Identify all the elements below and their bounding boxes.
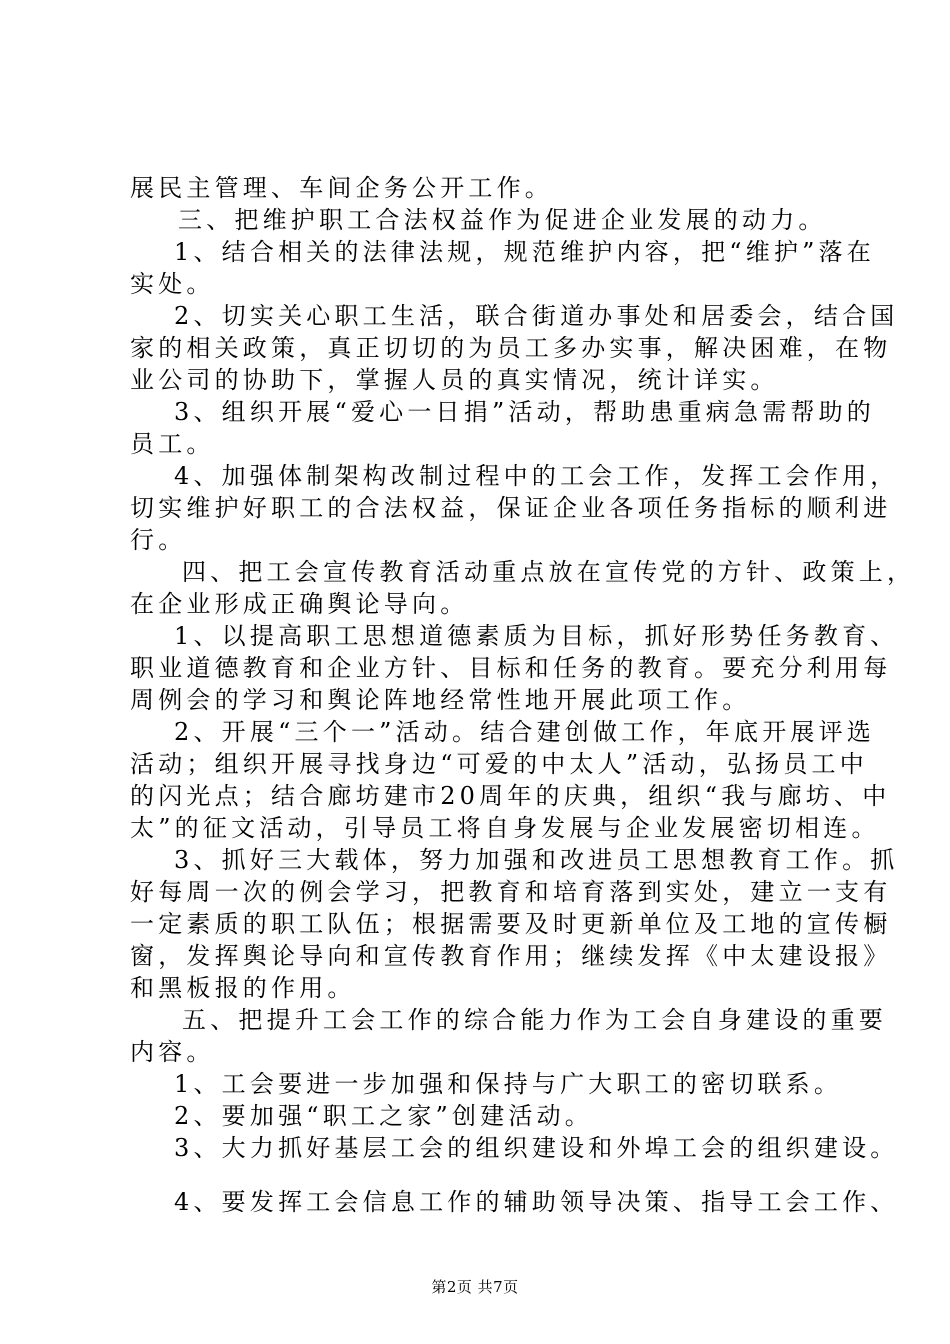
text-line: 2、开展“三个一”活动。结合建创做工作，年底开展评选 [174, 718, 876, 746]
text-line: 1、工会要进一步加强和保持与广大职工的密切联系。 [174, 1070, 843, 1098]
text-line: 太”的征文活动，引导员工将自身发展与企业发展密切相连。 [130, 814, 880, 842]
section-heading-5: 五、把提升工会工作的综合能力作为工会自身建设的重要 [182, 1006, 887, 1034]
text-line: 家的相关政策，真正切切的为员工多办实事，解决困难，在物 [130, 334, 892, 362]
text-line: 好每周一次的例会学习，把教育和培育落到实处，建立一支有 [130, 878, 892, 906]
text-line: 内容。 [130, 1038, 215, 1066]
text-line: 周例会的学习和舆论阵地经常性地开展此项工作。 [130, 686, 751, 714]
text-line: 1、结合相关的法律法规，规范维护内容，把“维护”落在 [174, 238, 876, 266]
page-footer: 第2页 共7页 [431, 1278, 519, 1296]
text-line: 4、加强体制架构改制过程中的工会工作，发挥工会作用， [174, 462, 899, 490]
text-line: 行。 [130, 526, 187, 554]
section-heading-3: 三、把维护职工合法权益作为促进企业发展的动力。 [178, 206, 827, 234]
text-line: 窗，发挥舆论导向和宣传教育作用；继续发挥《中太建设报》 [130, 942, 892, 970]
text-line: 3、抓好三大载体，努力加强和改进员工思想教育工作。抓 [174, 846, 899, 874]
text-line: 切实维护好职工的合法权益，保证企业各项任务指标的顺利进 [130, 494, 892, 522]
text-line: 3、大力抓好基层工会的组织建设和外埠工会的组织建设。 [174, 1134, 899, 1162]
text-line: 实处。 [130, 270, 215, 298]
text-line: 1、以提高职工思想道德素质为目标，抓好形势任务教育、 [174, 622, 899, 650]
document-body [130, 172, 916, 1218]
section-heading-4: 四、把工会宣传教育活动重点放在宣传党的方针、政策上， [182, 558, 916, 586]
text-line: 展民主管理、车间企务公开工作。 [130, 174, 553, 202]
text-line: 2、要加强“职工之家”创建活动。 [174, 1102, 594, 1130]
text-line: 员工。 [130, 430, 215, 458]
text-line: 职业道德教育和企业方针、目标和任务的教育。要充分利用每 [130, 654, 892, 682]
text-line: 在企业形成正确舆论导向。 [130, 590, 469, 618]
text-line: 的闪光点；结合廊坊建市20周年的庆典，组织“我与廊坊、中 [130, 782, 891, 810]
text-line: 业公司的协助下，掌握人员的真实情况，统计详实。 [130, 366, 779, 394]
text-line: 和黑板报的作用。 [130, 974, 356, 1002]
text-line: 2、切实关心职工生活，联合街道办事处和居委会，结合国 [174, 302, 899, 330]
text-line: 一定素质的职工队伍；根据需要及时更新单位及工地的宣传橱 [130, 910, 892, 938]
text-line: 3、组织开展“爱心一日捐”活动，帮助患重病急需帮助的 [174, 398, 876, 426]
text-line: 4、要发挥工会信息工作的辅助领导决策、指导工会工作、 [174, 1188, 899, 1216]
paragraph-gap [130, 1164, 830, 1186]
text-line: 活动；组织开展寻找身边“可爱的中太人”活动，弘扬员工中 [130, 750, 868, 778]
